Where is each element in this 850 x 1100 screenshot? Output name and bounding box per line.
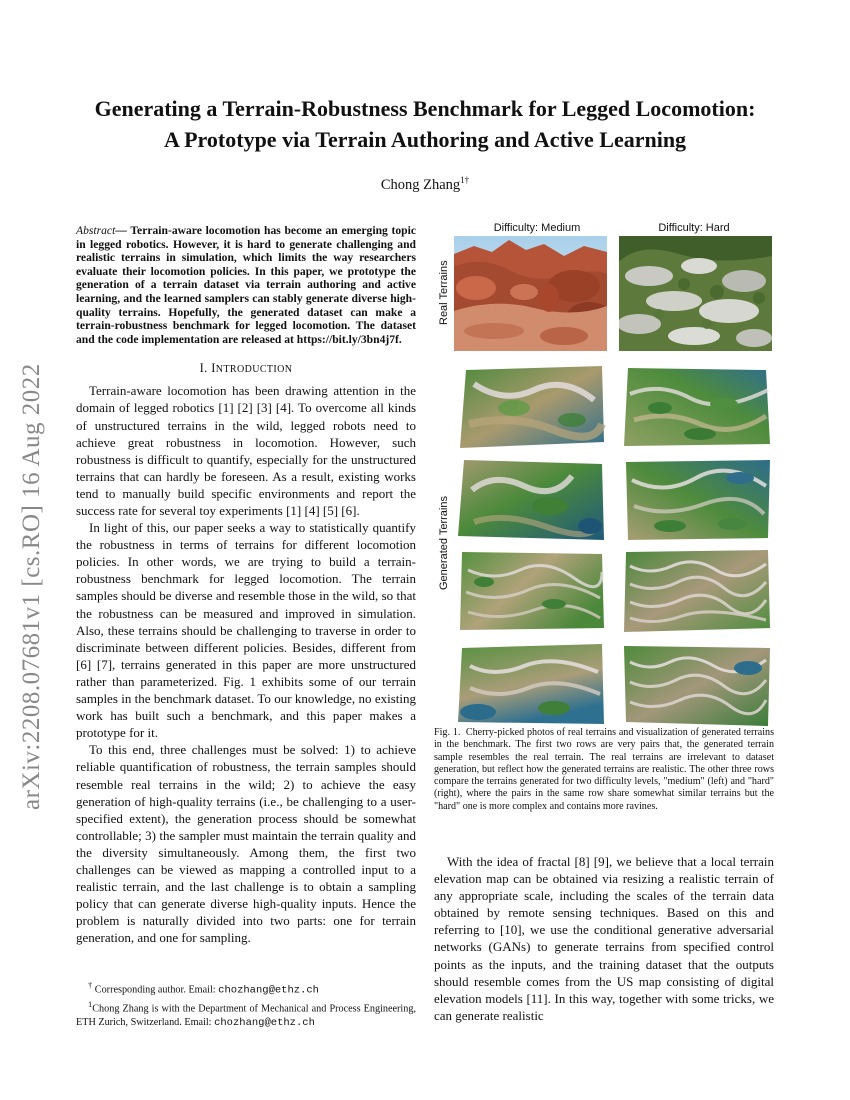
row-label-generated: Generated Terrains: [438, 496, 450, 590]
paper-title: [60, 93, 790, 155]
generated-terrain-medium-4: [454, 642, 607, 730]
title-line-1: Generating a Terrain-Robustness Benchmark for Legged Locomotion:: [94, 96, 756, 121]
abstract-label: Abstract: [76, 224, 116, 237]
generated-terrain-hard-2: [620, 456, 773, 544]
footnote-mark: †: [88, 980, 93, 990]
section-number: I.: [199, 361, 212, 376]
column-title-hard: Difficulty: Hard: [658, 222, 730, 234]
arxiv-identifier: arXiv:2208.07681v1 [cs.RO] 16 Aug 2022: [18, 363, 45, 810]
footnote-email[interactable]: chozhang@ethz.ch: [218, 984, 319, 997]
left-column: [76, 224, 416, 946]
generated-terrain-medium-2: [454, 456, 607, 544]
abstract-dash: —: [115, 224, 131, 237]
footnotes: [76, 979, 416, 1030]
footnote-corresponding: [76, 979, 416, 998]
intro-paragraph-1: Terrain-aware locomotion has been drawing attention in the domain of legged robotics [1] [2] [3] [4]. To overcome all kinds of unstructured terrains in the wild, legged robots need to achieve great robustness in locomotion. However, such robustness is difficult to quantify, especially for the unstructured terrains that can hardly be foreseen. As a result, existing works tend to manually build specific environments and report the success rate for several toy experiments [1] [4] [5] [6].: [76, 383, 416, 518]
generated-terrain-medium-3: [454, 548, 607, 636]
intro-paragraph-2: In light of this, our paper seeks a way to statistically quantify the robustness in terms of terrains for different locomotion policies. In other words, we are trying to build a terrain-robustness benchmark for legged locomotion. The terrain samples should be diverse and resemble those in the wild, so that the robustness can be measured and improved in simulation. Also, these terrains should be challenging to traverse in order to discriminate between different policies. Besides, different from [6] [7], terrains generated in this paper are more unstructured rather than parameterized. Fig. 1 exhibits some of our terrain samples in the benchmark dataset. To our knowledge, no existing work has built such a benchmark, and this paper makes a prototype for it.: [76, 520, 416, 741]
real-terrain-photo-medium: [454, 236, 607, 351]
footnote-text: Corresponding author. Email:: [92, 984, 219, 996]
column-title-medium: Difficulty: Medium: [493, 222, 581, 234]
footnote-text: Chong Zhang is with the Department of Mechanical and Process Engineering, ETH Zurich, Switzerland. Email:: [76, 1003, 416, 1028]
caption-label: Fig. 1.: [434, 727, 461, 738]
section-first-letter: I: [211, 361, 216, 376]
intro-paragraph-3: To this end, three challenges must be solved: 1) to achieve reliable quantification of robustness, the terrain samples should resemble real terrains in the wild; 2) to achieve the easy generation of high-quality terrains (i.e., be challenging to a user-specified extent), the generation process should be somewhat controllable; 3) the sampler must maintain the terrain quality and the diversity simultaneously. Among them, the first two challenges can be viewed as mapping a controlled input to a realistic terrain, and the last challenge is to obtain a sampling policy that can generate diverse high-quality inputs. Hence the problem is naturally divided into two parts: one for terrain generation, and one for sampling.: [76, 742, 416, 946]
footnote-email[interactable]: chozhang@ethz.ch: [214, 1016, 315, 1029]
right-column: [434, 853, 774, 1024]
author-line: [60, 175, 790, 194]
generated-terrain-medium-1: [454, 364, 607, 452]
row-label-real: Real Terrains: [438, 260, 450, 325]
generated-terrain-hard-4: [620, 642, 773, 730]
figure-caption: [434, 727, 774, 813]
generated-terrain-hard-3: [620, 548, 773, 636]
figure-1: [434, 218, 774, 723]
author-name: Chong Zhang: [380, 176, 461, 193]
caption-text: Cherry-picked photos of real terrains and visualization of generated terrains in the benchmark. The first two rows are very pairs that, the generated terrain sample resembles the real terrain. The real terrains are irrelevant to dataset generation, but reflect how the generated terrains are realistic. The other three rows compare the terrains generated for two difficulty levels, "medium" (left) and "hard" (right), where the pairs in the same row share somewhat similar terrains but the "hard" one is more complex and contains more ravines.: [434, 727, 774, 812]
abstract: [76, 224, 416, 346]
section-title-rest: NTRODUCTION: [215, 364, 293, 376]
real-terrain-photo-hard: [619, 236, 772, 351]
generated-terrain-hard-1: [620, 364, 773, 452]
abstract-text: Terrain-aware locomotion has become an emerging topic in legged robotics. However, it is hard to generate challenging and realistic terrains in simulation, which limits the way researchers evaluate their locomotion policies. In this paper, we prototype the generation of a terrain dataset via terrain authoring and active learning, and the learned samplers can stably generate diverse high-quality terrains. Hopefully, the generated dataset can make a terrain-robustness benchmark for legged locomotion. The dataset and the code implementation are released at https://bit.ly/3bn4j7f.: [76, 224, 416, 346]
section-heading-introduction: [76, 361, 416, 376]
right-paragraph: With the idea of fractal [8] [9], we believe that a local terrain elevation map can be obtained via resizing a realistic terrain of any appropriate scale, including the scales of the terrain data obtained by remote sensing techniques. Based on this and referring to [10], we use the conditional generative adversarial networks (GANs) to generate terrains from specified control points as the inputs, and the training dataset that the outputs should resemble comes from the US map consisting of digital elevation models [11]. In this way, together with some tricks, we can generate realistic: [434, 854, 774, 1023]
footnote-affiliation: [76, 998, 416, 1030]
footnote-mark: 1: [88, 998, 93, 1009]
title-line-2: A Prototype via Terrain Authoring and Active Learning: [163, 127, 687, 152]
author-affiliation-mark: 1†: [460, 175, 470, 185]
